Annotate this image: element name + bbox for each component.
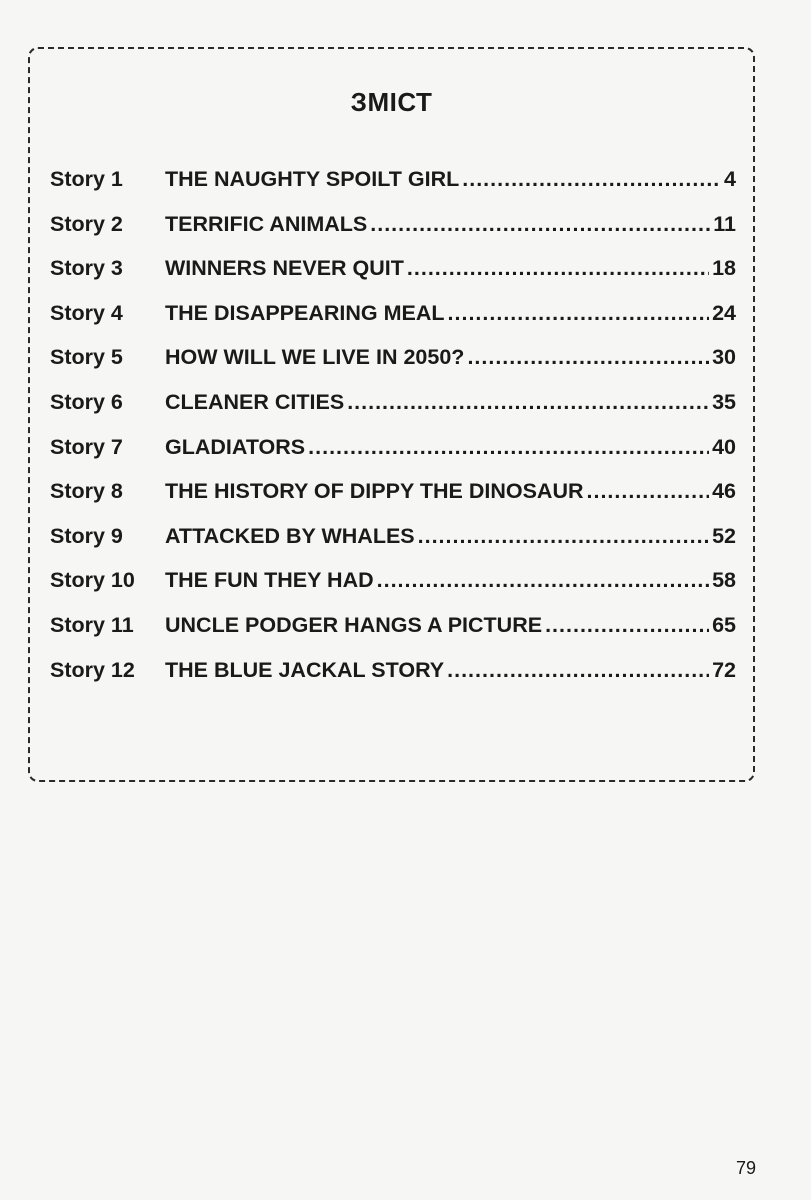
- dot-leader: [418, 524, 709, 549]
- story-title: THE BLUE JACKAL STORY: [165, 657, 445, 682]
- story-title: THE DISAPPEARING MEAL: [165, 300, 445, 325]
- toc-entry: [50, 613, 736, 658]
- toc-entry: [50, 301, 736, 346]
- toc-entry: [50, 435, 736, 480]
- dot-leader: [545, 613, 709, 638]
- page-number: 18: [712, 256, 736, 281]
- story-title: THE NAUGHTY SPOILT GIRL: [165, 167, 460, 191]
- story-title: TERRIFIC ANIMALS: [165, 211, 368, 236]
- page-number: 46: [712, 479, 736, 504]
- page-title: ЗМІСТ: [350, 87, 433, 117]
- page-number: 35: [712, 389, 736, 414]
- dot-leader: [447, 658, 709, 683]
- dot-leader: [347, 390, 709, 415]
- dot-leader: [587, 479, 710, 504]
- page-number: 24: [712, 300, 736, 325]
- table-of-contents-frame: [28, 47, 755, 782]
- story-label: Story 8: [50, 479, 123, 504]
- toc-list: [50, 167, 736, 698]
- dot-leader: [448, 301, 710, 326]
- dot-leader: [462, 167, 721, 192]
- dot-leader: [370, 212, 710, 237]
- dot-leader: [308, 435, 709, 460]
- toc-entry: [50, 390, 736, 435]
- story-label: Story 3: [50, 256, 123, 281]
- page-number: 4: [724, 167, 736, 191]
- story-label: Story 2: [50, 211, 123, 236]
- page-number: 65: [712, 612, 736, 637]
- story-label: Story 6: [50, 389, 123, 414]
- story-title: THE FUN THEY HAD: [165, 568, 374, 593]
- story-label: Story 1: [50, 167, 123, 191]
- story-label: Story 9: [50, 523, 123, 548]
- page-number: 58: [712, 568, 736, 593]
- toc-entry: [50, 167, 736, 212]
- toc-entry: [50, 568, 736, 613]
- story-title: ATTACKED BY WHALES: [165, 523, 415, 548]
- story-title: CLEANER CITIES: [165, 389, 345, 414]
- toc-entry: [50, 256, 736, 301]
- story-title: THE HISTORY OF DIPPY THE DINOSAUR: [165, 479, 584, 504]
- story-title: UNCLE PODGER HANGS A PICTURE: [165, 612, 543, 637]
- page-number: 72: [712, 657, 736, 682]
- toc-entry: [50, 479, 736, 524]
- toc-entry: [50, 345, 736, 390]
- toc-entry: [50, 212, 736, 257]
- story-title: WINNERS NEVER QUIT: [165, 256, 404, 281]
- story-label: Story 11: [50, 612, 134, 637]
- story-title: HOW WILL WE LIVE IN 2050?: [165, 345, 465, 370]
- story-label: Story 12: [50, 657, 135, 682]
- dot-leader: [467, 345, 709, 370]
- dot-leader: [407, 256, 709, 281]
- story-label: Story 4: [50, 300, 123, 325]
- story-label: Story 5: [50, 345, 123, 370]
- toc-entry: [50, 524, 736, 569]
- page-number: 30: [712, 345, 736, 370]
- dot-leader: [377, 568, 709, 593]
- page-number: 40: [712, 434, 736, 459]
- page-number: 52: [712, 523, 736, 548]
- story-label: Story 7: [50, 434, 123, 459]
- story-title: GLADIATORS: [165, 434, 306, 459]
- story-label: Story 10: [50, 568, 135, 593]
- page-footer-number: 79: [735, 1158, 756, 1178]
- toc-entry: [50, 658, 736, 698]
- page-number: 11: [713, 211, 736, 236]
